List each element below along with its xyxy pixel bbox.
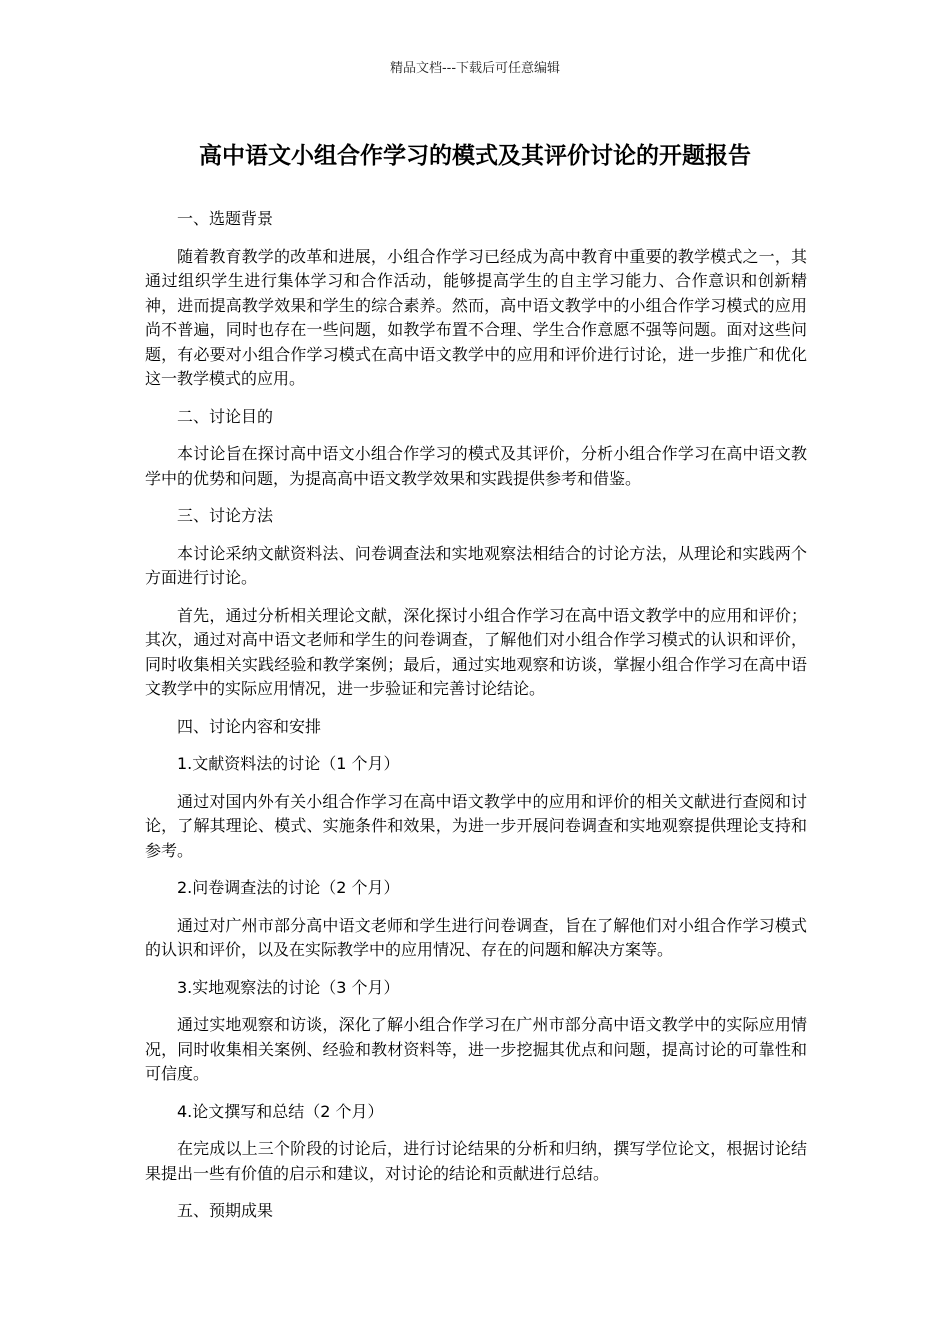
paragraph: 本讨论旨在探讨高中语文小组合作学习的模式及其评价，分析小组合作学习在高中语文教学中的优势和问题，为提高高中语文教学效果和实践提供参考和借鉴。 [145,444,807,488]
section-heading: 一、选题背景 [177,209,274,228]
paragraph: 通过对广州市部分高中语文老师和学生进行问卷调查，旨在了解他们对小组合作学习模式的认识和评价，以及在实际教学中的应用情况、存在的问题和解决方案等。 [145,915,807,959]
document-body [145,207,807,1237]
paragraph: 通过实地观察和访谈，深化了解小组合作学习在广州市部分高中语文教学中的实际应用情况，同时收集相关案例、经验和教材资料等，进一步挖掘其优点和问题，提高讨论的可靠性和可信度。 [145,1015,807,1083]
paragraph: 在完成以上三个阶段的讨论后，进行讨论结果的分析和归纳，撰写学位论文，根据讨论结果提出一些有价值的启示和建议，对讨论的结论和贡献进行总结。 [145,1139,807,1183]
subsection-heading: 1.文献资料法的讨论（1 个月） [177,754,400,773]
subsection-heading: 3.实地观察法的讨论（3 个月） [177,977,400,997]
paragraph: 本讨论采纳文献资料法、问卷调查法和实地观察法相结合的讨论方法，从理论和实践两个方面进行讨论。 [145,543,807,587]
section-heading: 五、预期成果 [177,1201,274,1220]
paragraph: 首先，通过分析相关理论文献，深化探讨小组合作学习在高中语文教学中的应用和评价；其次，通过对高中语文老师和学生的问卷调查，了解他们对小组合作学习模式的认识和评价，同时收集相关实践经验和教学案例；最后，通过实地观察和访谈，掌握小组合作学习在高中语文教学中的实际应用情况，进一步验证和完善讨论结论。 [145,605,807,698]
page-header: 精品文档---下载后可任意编辑 [389,61,561,76]
section-heading: 二、讨论目的 [177,406,274,426]
paragraph: 随着教育教学的改革和进展，小组合作学习已经成为高中教育中重要的教学模式之一，其通过组织学生进行集体学习和合作活动，能够提高学生的自主学习能力、合作意识和创新精神，进而提高教学效果和学生的综合素养。然而，高中语文教学中的小组合作学习模式的应用尚不普遍，同时也存在一些问题，如教学布置不合理、学生合作意愿不强等问题。面对这些问题，有必要对小组合作学习模式在高中语文教学中的应用和评价进行讨论，进一步推广和优化这一教学模式的应用。 [145,246,807,388]
subsection-heading: 2.问卷调查法的讨论（2 个月） [177,878,400,897]
subsection-heading: 4.论文撰写和总结（2 个月） [177,1101,384,1121]
section-heading: 三、讨论方法 [177,506,274,525]
paragraph: 通过对国内外有关小组合作学习在高中语文教学中的应用和评价的相关文献进行查阅和讨论，了解其理论、模式、实施条件和效果，为进一步开展问卷调查和实地观察提供理论支持和参考。 [145,791,807,860]
section-heading: 四、讨论内容和安排 [177,716,322,736]
document-title: 高中语文小组合作学习的模式及其评价讨论的开题报告 [199,143,751,169]
